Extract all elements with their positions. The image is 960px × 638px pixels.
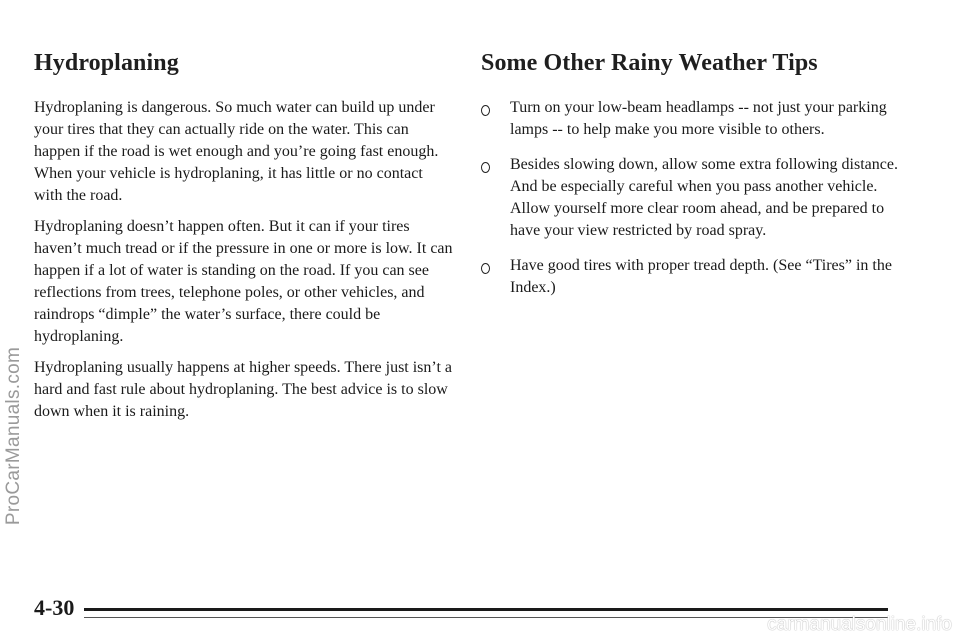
- bullet-icon: [481, 162, 490, 173]
- bottom-watermark: carmanualsonline.info: [767, 614, 952, 635]
- paragraph: Hydroplaning is dangerous. So much water can build up under your tires that they can actually ride on the water. This can happen if the road is wet enough and you’re going fast enough. When your vehicle is hydroplaning, it has little or no contact with the road.: [34, 99, 439, 204]
- left-column: [34, 50, 454, 432]
- tip-text: Besides slowing down, allow some extra following distance. And be especially careful when you pass another vehicle. Allow yourself more clear room ahead, and be prepared to have your view restricted by road spray.: [510, 156, 898, 239]
- section-heading-hydroplaning: Hydroplaning: [34, 50, 179, 76]
- tips-list: [481, 97, 901, 299]
- bullet-icon: [481, 105, 490, 116]
- side-watermark-text: ProCarManuals.com: [3, 346, 24, 526]
- tip-text: Have good tires with proper tread depth. (See “Tires” in the Index.): [510, 257, 892, 296]
- page-number: 4-30: [34, 595, 75, 620]
- side-watermark: [0, 0, 28, 638]
- section-heading-rainy-weather-tips: Some Other Rainy Weather Tips: [481, 50, 818, 76]
- list-item: [481, 255, 901, 299]
- footer-rule-thick: [84, 608, 888, 611]
- list-item: [481, 154, 901, 242]
- tip-text: Turn on your low-beam headlamps -- not just your parking lamps -- to help make you more visible to others.: [510, 99, 887, 138]
- right-column: [481, 50, 901, 312]
- list-item: [481, 97, 901, 141]
- bullet-icon: [481, 263, 490, 274]
- paragraph: Hydroplaning doesn’t happen often. But it can if your tires haven’t much tread or if the pressure in one or more is low. It can happen if a lot of water is standing on the road. If you can see reflections from trees, telephone poles, or other vehicles, and raindrops “dimple” the water’s surface, there could be hydroplaning.: [34, 218, 453, 345]
- paragraph: Hydroplaning usually happens at higher speeds. There just isn’t a hard and fast rule about hydroplaning. The best advice is to slow down when it is raining.: [34, 359, 452, 420]
